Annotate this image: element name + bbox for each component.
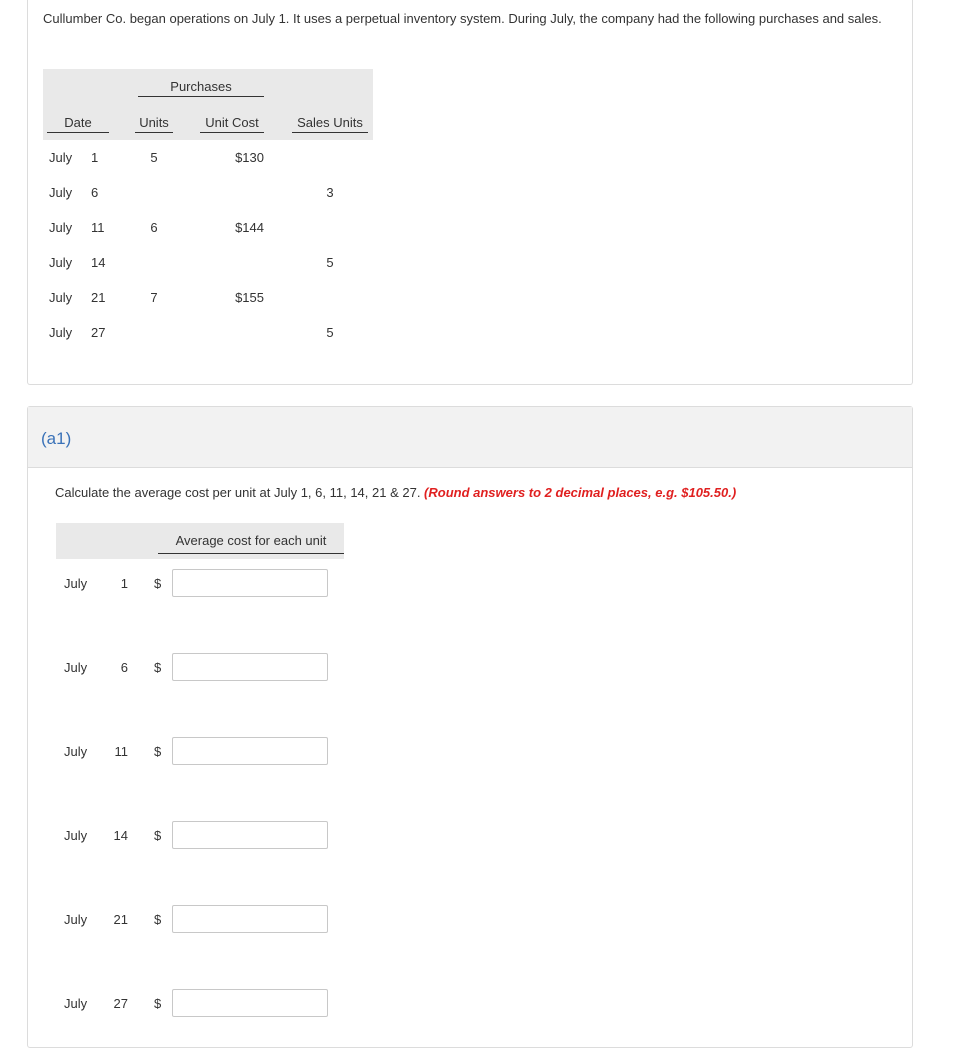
unit-cost-column-header: Unit Cost xyxy=(200,115,264,133)
answer-month: July xyxy=(64,576,88,591)
currency-symbol: $ xyxy=(154,996,162,1011)
question-text xyxy=(55,485,736,500)
row-month: July xyxy=(49,290,73,305)
average-cost-input[interactable] xyxy=(172,989,328,1017)
answer-month: July xyxy=(64,828,88,843)
answer-day: 14 xyxy=(113,828,128,843)
row-sales-units: 5 xyxy=(326,255,334,270)
date-column-header: Date xyxy=(47,115,109,133)
row-month: July xyxy=(49,255,73,270)
part-header xyxy=(28,407,912,468)
currency-symbol: $ xyxy=(154,744,162,759)
rounding-instruction: (Round answers to 2 decimal places, e.g. $105.50.) xyxy=(424,485,737,500)
row-month: July xyxy=(49,185,73,200)
answer-day: 21 xyxy=(113,912,128,927)
answer-month: July xyxy=(64,660,88,675)
currency-symbol: $ xyxy=(154,660,162,675)
answer-day: 6 xyxy=(120,660,128,675)
average-cost-input[interactable] xyxy=(172,569,328,597)
answer-row xyxy=(28,989,428,1019)
row-units: 7 xyxy=(150,290,158,305)
answer-month: July xyxy=(64,744,88,759)
average-cost-input[interactable] xyxy=(172,653,328,681)
row-month: July xyxy=(49,150,73,165)
answer-month: July xyxy=(64,996,88,1011)
question-prompt: Calculate the average cost per unit at July 1, 6, 11, 14, 21 & 27. xyxy=(55,485,425,500)
row-unit-cost: $130 xyxy=(235,150,264,165)
row-sales-units: 3 xyxy=(326,185,334,200)
answer-row xyxy=(28,821,428,851)
average-cost-column-header: Average cost for each unit xyxy=(158,533,344,554)
answer-day: 27 xyxy=(113,996,128,1011)
row-day: 14 xyxy=(91,255,106,270)
answer-row xyxy=(28,737,428,767)
row-units: 5 xyxy=(150,150,158,165)
row-month: July xyxy=(49,325,73,340)
answer-day: 11 xyxy=(114,744,128,759)
row-units: 6 xyxy=(150,220,158,235)
average-cost-input[interactable] xyxy=(172,737,328,765)
part-label: (a1) xyxy=(41,429,72,448)
answer-row xyxy=(28,569,428,599)
row-unit-cost: $155 xyxy=(235,290,264,305)
currency-symbol: $ xyxy=(154,576,162,591)
row-month: July xyxy=(49,220,73,235)
problem-statement: Cullumber Co. began operations on July 1. It uses a perpetual inventory system. During July, the company had the following purchases and sales. xyxy=(43,11,882,26)
row-day: 1 xyxy=(91,150,99,165)
units-column-header: Units xyxy=(135,115,173,133)
currency-symbol: $ xyxy=(154,912,162,927)
average-cost-input[interactable] xyxy=(172,905,328,933)
answer-row xyxy=(28,653,428,683)
sales-units-column-header: Sales Units xyxy=(292,115,368,133)
answer-month: July xyxy=(64,912,88,927)
row-unit-cost: $144 xyxy=(235,220,264,235)
row-day: 11 xyxy=(91,220,105,235)
answer-day: 1 xyxy=(120,576,128,591)
currency-symbol: $ xyxy=(154,828,162,843)
part-a1-card xyxy=(27,406,913,1048)
answer-row xyxy=(28,905,428,935)
problem-card xyxy=(27,0,913,385)
purchases-group-header: Purchases xyxy=(138,79,264,97)
row-day: 6 xyxy=(91,185,99,200)
row-day: 21 xyxy=(91,290,106,305)
row-sales-units: 5 xyxy=(326,325,334,340)
row-day: 27 xyxy=(91,325,106,340)
average-cost-input[interactable] xyxy=(172,821,328,849)
